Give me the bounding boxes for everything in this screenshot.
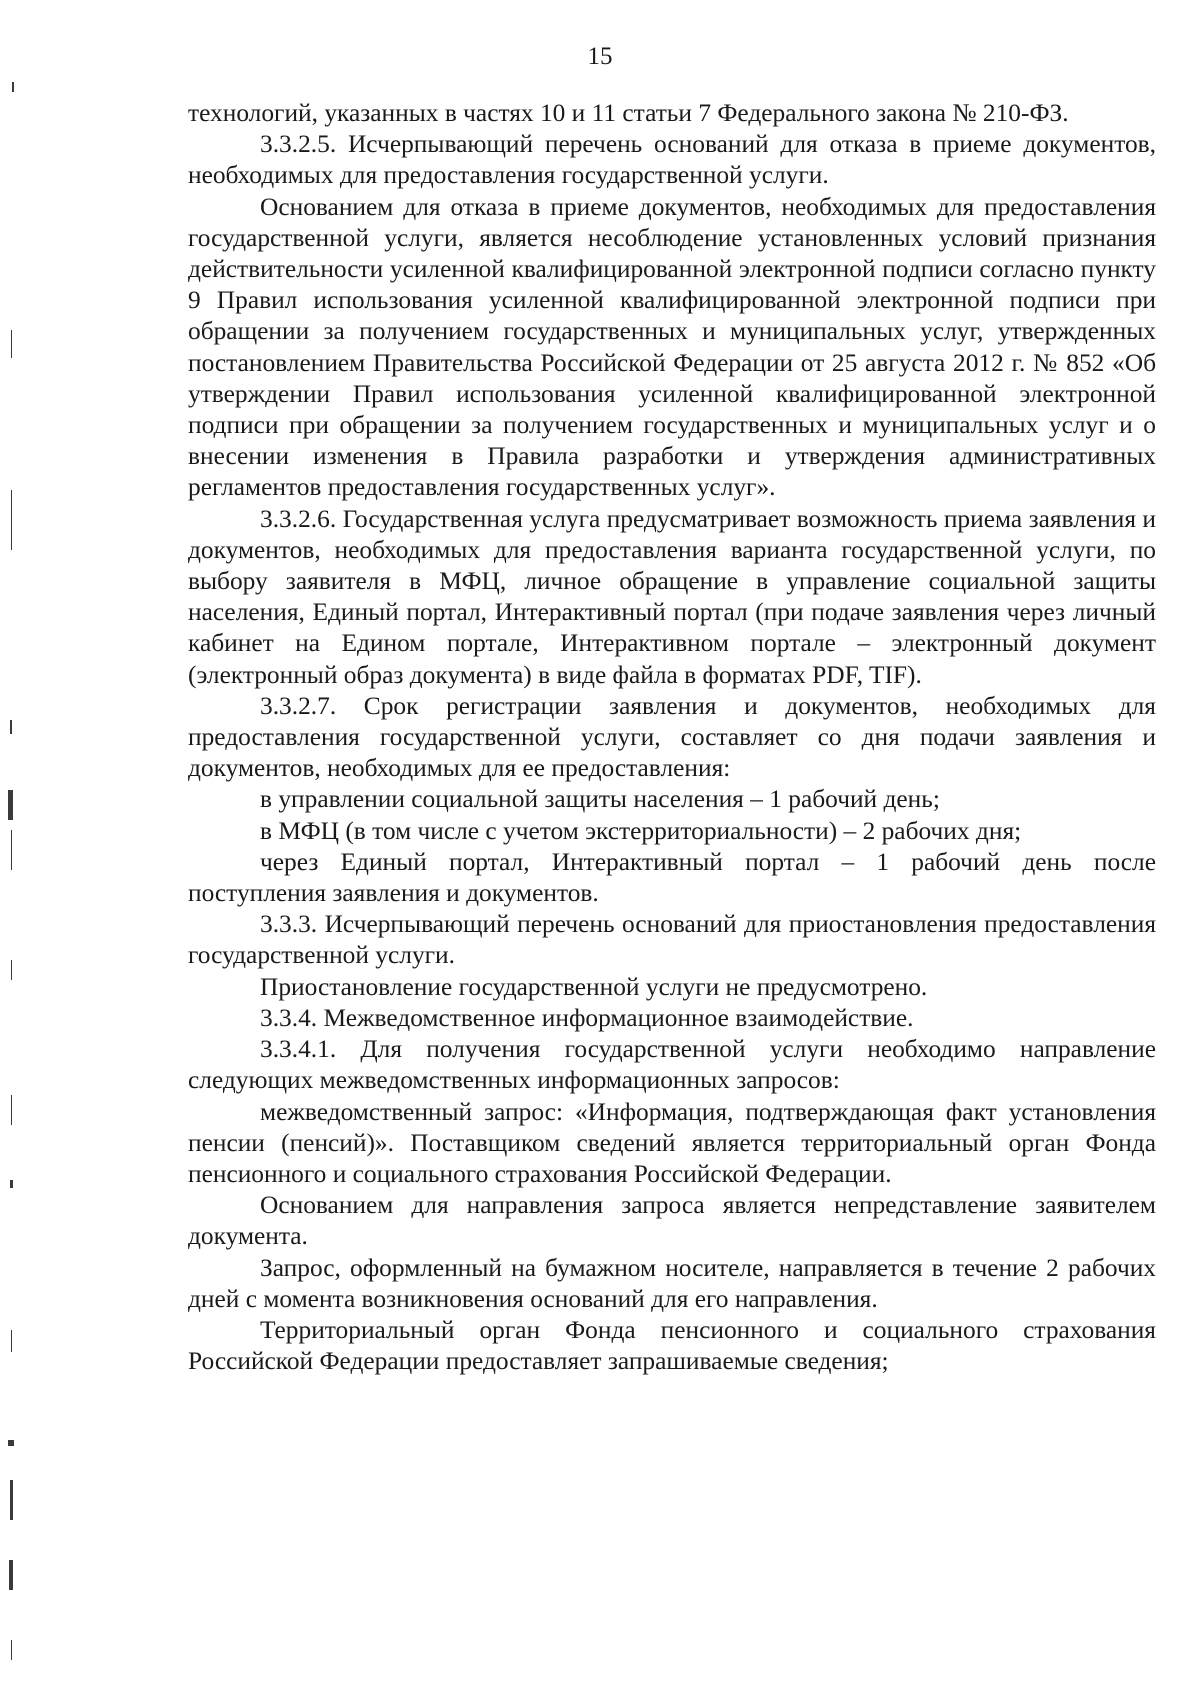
scan-mark: [11, 330, 12, 358]
paragraph: 3.3.4.1. Для получения государственной услуги необходимо направление следующих межведомственных информационных запросов:: [188, 1035, 1156, 1095]
scan-mark: [11, 830, 12, 870]
paragraph: Запрос, оформленный на бумажном носителе, направляется в течение 2 рабочих дней с момента возникновения оснований для его направления.: [188, 1253, 1156, 1313]
list-item: через Единый портал, Интерактивный портал – 1 рабочий день после поступления заявления и документов.: [188, 847, 1156, 908]
paragraph: 3.3.2.6. Государственная услуга предусматривает возможность приема заявления и документов, необходимых для предоставления варианта государственной услуги, по выбору заявителя в МФЦ, личное обращение в управление социальной защиты населения, Единый портал, Интерактивный портал (при подаче заявления через личный кабинет на Едином портале, Интерактивном портале – электронный документ (электронный образ документа) в виде файла в форматах PDF, TIF).: [188, 504, 1156, 689]
scan-mark: [8, 1440, 14, 1446]
paragraph: Приостановление государственной услуги не предусмотрено.: [260, 972, 928, 1001]
scan-margin-artifacts: [0, 0, 60, 1697]
scan-mark: [9, 1560, 13, 1590]
scan-mark: [11, 1330, 12, 1352]
scan-mark: [10, 1180, 13, 1188]
scan-mark: [11, 1095, 12, 1125]
section-heading: 3.3.4. Межведомственное информационное взаимодействие.: [260, 1003, 914, 1032]
paragraph: межведомственный запрос: «Информация, подтверждающая факт установления пенсии (пенсий)». Поставщиком сведений является территориальный орган Фонда пенсионного и социального страхования Российской Федерации.: [188, 1097, 1156, 1188]
scan-mark: [11, 1640, 12, 1660]
scan-mark: [12, 82, 14, 92]
scan-mark: [11, 960, 12, 980]
paragraph: 3.3.2.5. Исчерпывающий перечень оснований для отказа в приеме документов, необходимых для предоставления государственной услуги.: [188, 130, 1156, 190]
paragraph: 3.3.3. Исчерпывающий перечень оснований для приостановления предоставления государственной услуги.: [188, 910, 1156, 970]
list-item: в управлении социальной защиты населения – 1 рабочий день;: [260, 785, 940, 814]
paragraph: технологий, указанных в частях 10 и 11 статьи 7 Федерального закона № 210-ФЗ.: [188, 99, 1069, 127]
scan-mark: [11, 490, 12, 550]
list-item: в МФЦ (в том числе с учетом экстерриториальности) – 2 рабочих дня;: [260, 816, 1022, 845]
document-body: [188, 98, 1156, 1377]
paragraph: Основанием для направления запроса является непредставление заявителем документа.: [188, 1191, 1156, 1251]
scan-mark: [8, 790, 13, 820]
page-number: 15: [587, 43, 613, 70]
scan-mark: [10, 1480, 13, 1520]
paragraph: Основанием для отказа в приеме документов, необходимых для предоставления государственной услуги, является несоблюдение установленных условий признания действительности усиленной квалифицированной электронной подписи согласно пункту 9 Правил использования усиленной квалифицированной электронной подписи при обращении за получением государственных и муниципальных услуг, утвержденных постановлением Правительства Российской Федерации от 25 августа 2012 г. № 852 «Об утверждении Правил использования усиленной квалифицированной электронной подписи при обращении за получением государственных и муниципальных услуг и о внесении изменения в Правила разработки и утверждения административных регламентов предоставления государственных услуг».: [188, 192, 1156, 502]
paragraph: 3.3.2.7. Срок регистрации заявления и документов, необходимых для предоставления государственной услуги, составляет со дня подачи заявления и документов, необходимых для ее предоставления:: [188, 691, 1156, 783]
paragraph: Территориальный орган Фонда пенсионного и социального страхования Российской Федерации предоставляет запрашиваемые сведения;: [188, 1315, 1156, 1376]
scan-mark: [10, 720, 12, 734]
